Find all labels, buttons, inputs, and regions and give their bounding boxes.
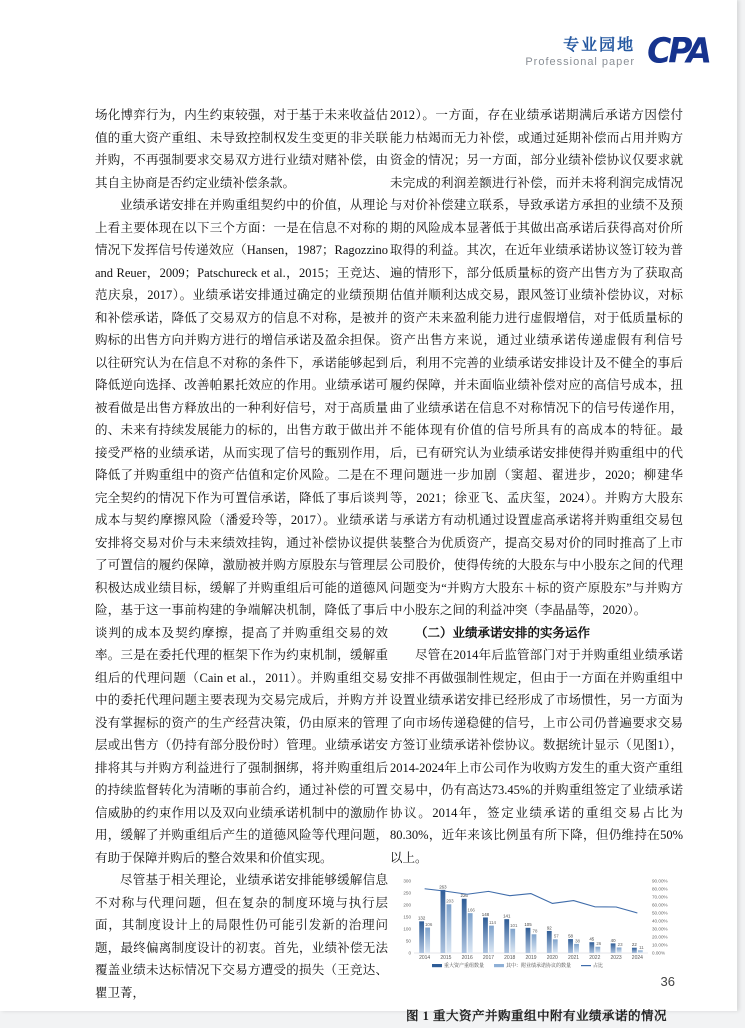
svg-text:300: 300 [403, 878, 411, 884]
svg-text:30.00%: 30.00% [652, 926, 668, 932]
svg-text:57: 57 [553, 933, 559, 939]
svg-text:50: 50 [405, 938, 411, 944]
svg-text:22: 22 [631, 942, 637, 948]
svg-text:2021: 2021 [567, 955, 580, 961]
svg-text:0.00%: 0.00% [652, 950, 666, 956]
combo-chart [390, 869, 683, 1001]
svg-text:263: 263 [439, 884, 447, 890]
body-paragraph: 场化博弈行为，内生约束较强，对于基于未来收益估值的重大资产重组、未导致控制权发生变更的非关联并购，不再强制要求交易双方进行业绩对赌补偿，由其自主协商是否约定业绩补偿条款。 [95, 108, 388, 190]
subsection-heading: （二）业绩承诺安排的实务运作 [415, 625, 591, 640]
svg-text:38: 38 [575, 938, 580, 944]
svg-text:58: 58 [568, 933, 573, 939]
svg-text:150: 150 [403, 914, 411, 920]
section-title-cn: 专业园地 [563, 37, 636, 54]
svg-text:141: 141 [503, 913, 511, 919]
svg-text:2019: 2019 [525, 955, 537, 961]
svg-text:50.00%: 50.00% [652, 910, 668, 916]
body-paragraph: 尽管基于相关理论，业绩承诺安排能够缓解信息不对称与代理问题，但在复杂的制度环境与执行层面，其制度设计上的局限性仍可能引发新的治理问题，最终偏离制度设计的初衷。首先，业绩补偿无法覆盖业绩未达标情况下交易方遭受的损失（王竞达、瞿卫菁， [95, 873, 388, 1000]
svg-text:占比: 占比 [593, 963, 604, 969]
svg-text:80.00%: 80.00% [652, 886, 668, 892]
svg-text:250: 250 [403, 890, 411, 896]
body-paragraph: 尽管在2014年后监管部门对于并购重组业绩承诺安排不再做强制性规定，但由于一方面在并购重组中设置业绩承诺安排已经形成了市场惯性，另一方面为了向市场传递稳健的信号，上市公司仍普遍要求交易方签订业绩承诺补偿协议。数据统计显示（见图1），2014-2024年上市公司作为收购方发生的重大资产重组交易中，仍有高达73.45%的并购重组签定了业绩承诺协议。2014年，签定业绩承诺的重组交易占比为80.30%，近年来该比例虽有所下降，但仍维持在50%以上。 [390, 648, 683, 865]
svg-text:10.00%: 10.00% [652, 942, 668, 948]
figure-1 [390, 869, 683, 1028]
svg-text:2022: 2022 [589, 955, 601, 961]
svg-text:78: 78 [532, 928, 538, 934]
svg-text:114: 114 [488, 920, 496, 926]
svg-text:100: 100 [403, 926, 411, 932]
svg-text:92: 92 [546, 925, 552, 931]
svg-text:70.00%: 70.00% [652, 894, 668, 900]
svg-text:148: 148 [481, 911, 490, 917]
svg-text:26: 26 [596, 941, 602, 947]
svg-text:45: 45 [589, 936, 595, 942]
svg-text:23: 23 [617, 941, 623, 947]
section-title-en: Professional paper [525, 56, 636, 68]
cpa-logo: CPA [647, 29, 709, 71]
article-column-right [390, 104, 683, 1028]
svg-text:101: 101 [510, 923, 518, 929]
svg-text:40: 40 [610, 937, 616, 943]
svg-text:105: 105 [524, 922, 532, 928]
svg-text:40.00%: 40.00% [652, 918, 668, 924]
article-column-left [95, 104, 388, 1004]
svg-text:166: 166 [467, 907, 475, 913]
svg-text:60.00%: 60.00% [652, 902, 668, 908]
svg-text:2017: 2017 [482, 955, 495, 961]
svg-text:2014: 2014 [419, 955, 431, 961]
page-number: 36 [660, 974, 675, 989]
svg-text:90.00%: 90.00% [652, 878, 668, 884]
svg-text:2020: 2020 [546, 955, 558, 961]
svg-text:2023: 2023 [610, 955, 622, 961]
svg-text:132: 132 [417, 915, 426, 921]
svg-text:0: 0 [408, 950, 411, 956]
svg-text:200: 200 [403, 902, 411, 908]
section-header [525, 32, 635, 68]
page-header [525, 29, 709, 71]
svg-text:203: 203 [446, 898, 454, 904]
svg-text:226: 226 [460, 893, 468, 899]
svg-text:2016: 2016 [461, 955, 473, 961]
figure-caption: 图 1 重大资产并购重组中附有业绩承诺的情况 [405, 1009, 667, 1023]
svg-text:其中：附业绩承诺协议的数量: 其中：附业绩承诺协议的数量 [506, 963, 572, 969]
svg-text:重大资产重组数量: 重大资产重组数量 [444, 963, 485, 969]
svg-text:11: 11 [639, 944, 644, 950]
svg-text:2018: 2018 [504, 955, 516, 961]
body-paragraph: 业绩承诺安排在并购重组契约中的价值，从理论上看主要体现在以下三个方面：一是在信息不对称的情况下发挥信号传递效应（Hansen，1987；Ragozzino and Reuer，2009；Patschureck et al.，2015；王竞达、范庆泉，2017）。业绩承诺安排通过确定的业绩预期和补偿承诺，降低了交易双方的信息不对称，是被并购标的出售方向并购方进行的增信承诺及盈余担保。以往研究认为在信息不对称的条件下，承诺能够起到降低逆向选择、改善帕累托效应的作用。业绩承诺可被看做是出售方释放出的一种利好信号，对于高质量的、未来有持续发展能力的标的，出售方敢于做出并接受严格的业绩承诺，从而实现了信号的甄别作用，降低了并购重组中的资产估值和定价风险。二是在不完全契约的情况下作为可置信承诺，降低了事后谈判成本与契约摩擦风险（潘爱玲等，2017）。业绩承诺安排将交易对价与未来绩效挂钩，通过补偿协议提供了可置信的履约保障，激励被并购方原股东与管理层积极达成业绩目标，缓解了并购重组后可能的道德风险，基于这一事前构建的争端解决机制，降低了事后谈判的成本及契约摩擦，提高了并购重组交易的效率。三是在委托代理的框架下作为约束机制，缓解重组后的代理问题（Cain et al.，2011）。并购重组交易中的委托代理问题主要表现为交易完成后，并购方并没有掌握标的资产的生产经营决策，仍由原来的管理层或出售方（仍持有部分股份时）管理。业绩承诺安排将其与并购方利益进行了强制捆绑，将并购重组后的持续监督转化为清晰的事前合约，通过补偿的可置信威胁的约束作用以及双向业绩承诺机制中的激励作用，缓解了并购重组后产生的道德风险等代理问题，有助于保障并购后的整合效果和价值实现。 [95, 198, 388, 865]
svg-text:20.00%: 20.00% [652, 934, 668, 940]
body-paragraph: 2012）。一方面，存在业绩承诺期满后承诺方因偿付能力枯竭而无力补偿，或通过延期补偿而占用并购方资金的情况；另一方面，部分业绩补偿协议仅要求就未完成的利润差额进行补偿，而并未将利润完成情况与对价补偿建立联系，导致承诺方承担的业绩不及预期的风险成本显著低于其做出高承诺后获得高对价所取得的利益。其次，在近年业绩承诺协议签订较为普遍的情形下，部分低质量标的资产出售方为了获取高估值并顺利达成交易，跟风签订业绩补偿协议，对标的资产未来盈利能力进行虚假增信，对于低质量标的资产出售方来说，通过业绩承诺传递虚假有利信号后，利用不完善的业绩承诺安排设计及不健全的事后履约保障，并未面临业绩补偿对应的高信号成本，扭曲了业绩承诺在信息不对称情况下的信号传递作用，不能体现有价值的信号所具有的高成本的特征。最后，已有研究认为业绩承诺安排使得并购重组中的代理问题进一步加剧（窦超、翟进步，2020；柳建华等，2021；徐亚飞、孟庆玺，2024）。并购方大股东与承诺方有动机通过设置虚高承诺将并购重组交易包装整合为优质资产，提高交易对价的同时推高了上市公司股价，使得传统的大股东与中小股东之间的代理问题变为“并购方大股东＋标的资产原股东”与并购方中小股东之间的利益冲突（李晶晶等，2020）。 [390, 108, 683, 617]
svg-text:2015: 2015 [440, 955, 452, 961]
svg-text:106: 106 [424, 921, 433, 927]
svg-text:2024: 2024 [631, 955, 643, 961]
